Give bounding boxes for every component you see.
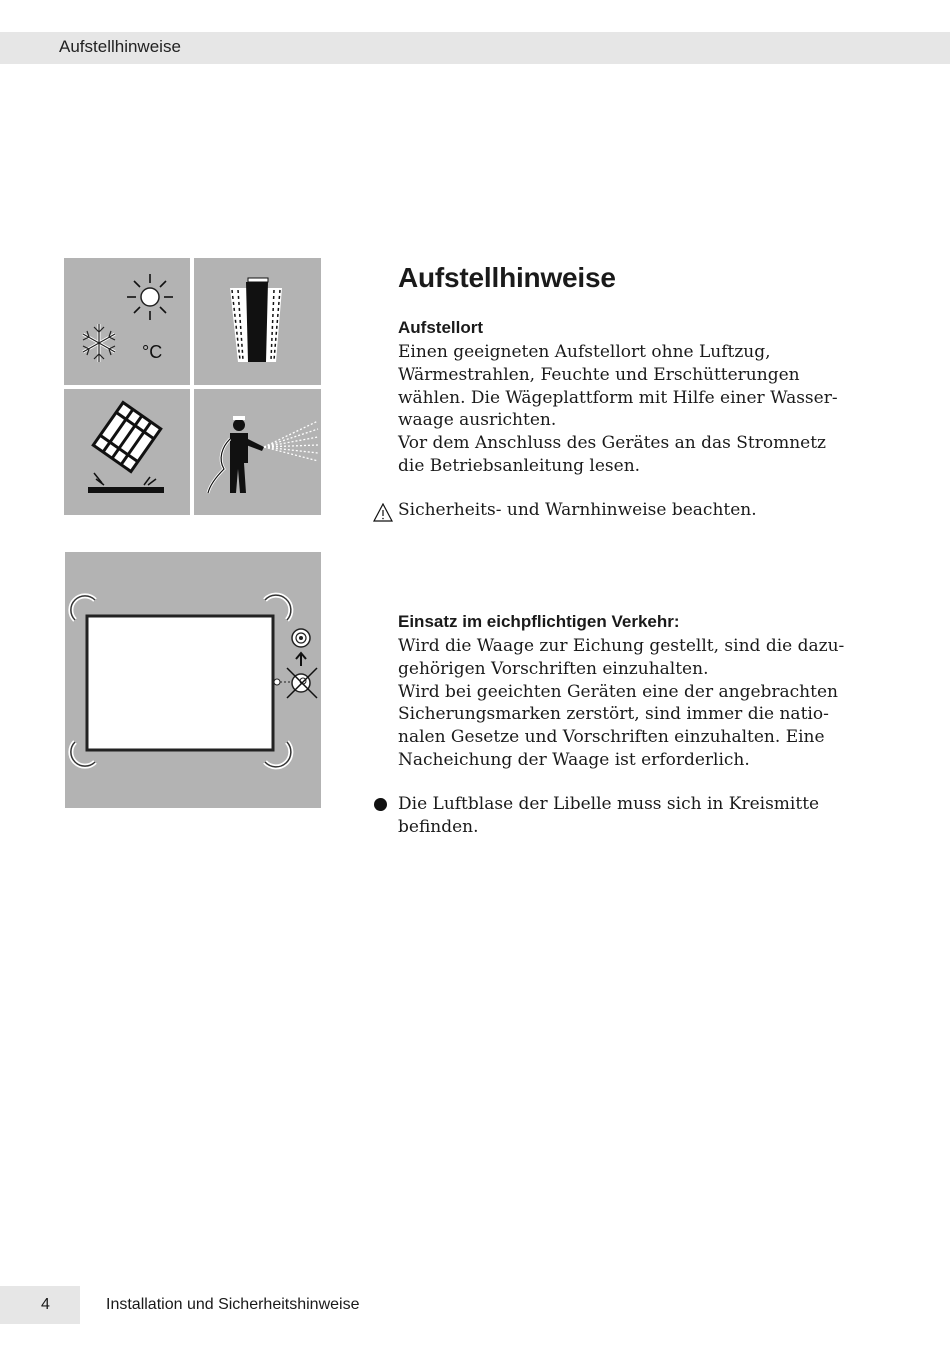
footer-page-box [0, 1286, 80, 1324]
celsius-label: °C [142, 342, 163, 362]
warning-text: Sicherheits- und Warnhinweise beachten. [398, 500, 757, 520]
page-title: Aufstellhinweise [398, 262, 616, 293]
bullet-icon [374, 798, 387, 811]
text-line: nalen Gesetze und Vorschriften einzuhalten. Eine [398, 727, 825, 748]
text-line: Nacheichung der Waage ist erforderlich. [398, 749, 750, 770]
text-line: Vor dem Anschluss des Gerätes an das Stromnetz [398, 433, 826, 454]
text-line: Die Luftblase der Libelle muss sich in Kreismitte [398, 794, 820, 814]
eichpflicht-paragraph [398, 635, 845, 772]
leveling-diagram-icon [71, 595, 317, 767]
text-line: Sicherungsmarken zerstört, sind immer die natio- [398, 704, 829, 725]
text-line: Wird bei geeichten Geräten eine der angebrachten [398, 681, 838, 702]
text-line: gehörigen Vorschriften einzuhalten. [398, 658, 709, 679]
text-line: die Betriebsanleitung lesen. [398, 455, 641, 476]
shock-pictogram [64, 389, 190, 515]
aufstellort-paragraph [398, 341, 838, 478]
snowflake-icon [83, 324, 115, 362]
page-number: 4 [41, 1296, 50, 1313]
text-line: befinden. [398, 816, 479, 837]
text-line: Wärmestrahlen, Feuchte und Erschütterungen [398, 364, 800, 385]
water-spray-icon [208, 416, 318, 493]
warning-triangle-icon [373, 503, 393, 522]
aufstellort-heading: Aufstellort [398, 318, 483, 337]
warning-note [398, 499, 838, 522]
falling-crate-icon [88, 403, 164, 493]
bullet-item [398, 793, 838, 839]
level-bubble-icon [274, 629, 317, 698]
building-pictogram [194, 258, 321, 385]
leveling-pictogram [65, 552, 321, 808]
climate-pictogram [64, 258, 190, 385]
text-line: Wird die Waage zur Eichung gestellt, sind die dazu- [398, 636, 845, 656]
text-line: waage ausrichten. [398, 410, 557, 431]
text-line: wählen. Die Wägeplattform mit Hilfe einer Wasser- [398, 387, 838, 408]
footer-section: Installation und Sicherheitshinweise [106, 1296, 360, 1313]
water-pictogram [194, 389, 321, 515]
sun-icon [127, 274, 173, 320]
eichpflicht-heading: Einsatz im eichpflichtigen Verkehr: [398, 612, 680, 631]
text-line: Einen geeigneten Aufstellort ohne Luftzug, [398, 342, 771, 362]
building-icon [230, 278, 282, 362]
running-header: Aufstellhinweise [59, 37, 181, 56]
